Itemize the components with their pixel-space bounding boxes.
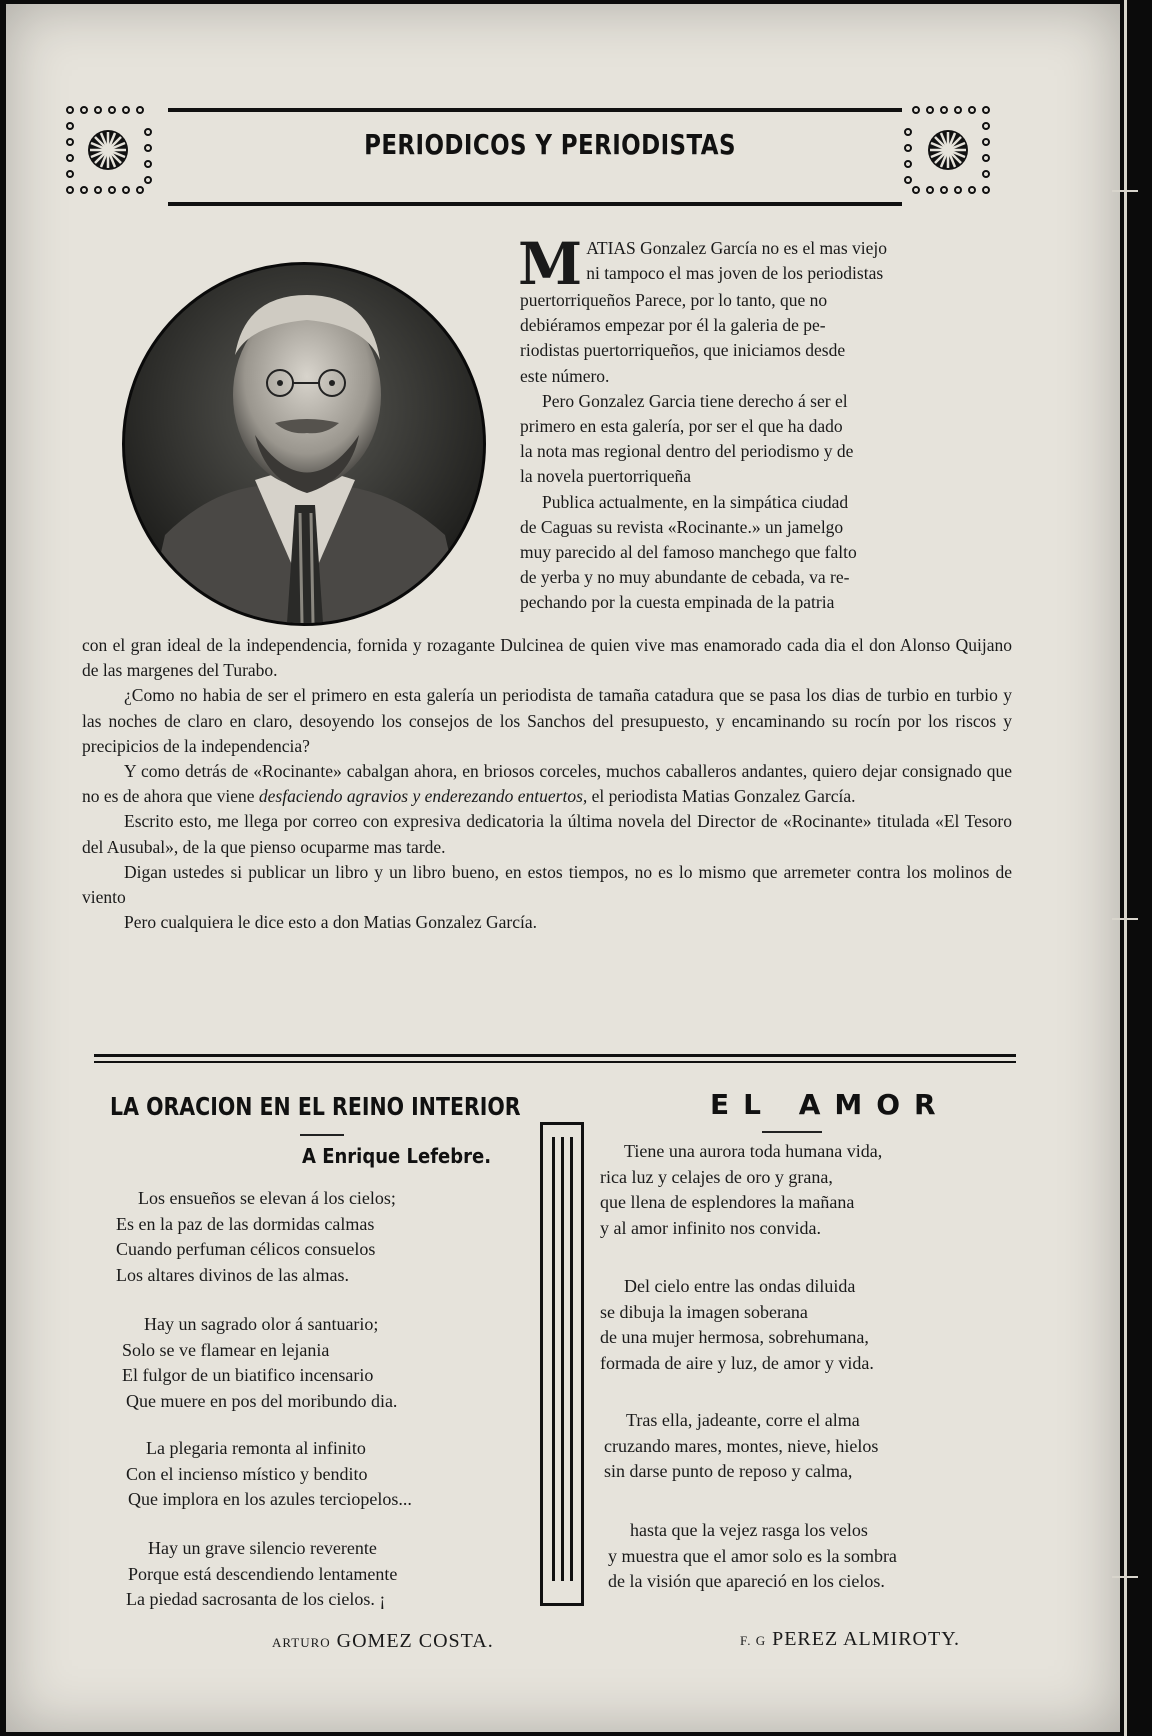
intro-line: riodistas puertorriqueños, que iniciamos desde	[520, 340, 846, 361]
portrait-photo	[122, 262, 486, 626]
spine-tick	[1112, 190, 1138, 192]
verse: Es en la paz de las dormidas calmas	[116, 1213, 375, 1234]
spine-tick	[1112, 1576, 1138, 1578]
page-spine	[1124, 0, 1127, 1736]
verse: que llena de esplendores la mañana	[600, 1192, 855, 1212]
stanza	[600, 1274, 874, 1376]
flower-ornament-icon	[894, 102, 994, 202]
intro-line: este número.	[520, 365, 610, 386]
title-dash	[300, 1134, 344, 1136]
italic-phrase: desfaciendo agravios y enderezando entuertos,	[258, 786, 588, 807]
intro-line: de Caguas su revista «Rocinante.» un jamelgo	[520, 516, 844, 537]
verse: Porque está descendiendo lentamente	[128, 1563, 398, 1584]
intro-line: muy parecido al del famoso manchego que falto	[520, 542, 857, 563]
verse: hasta que la vejez rasga los velos	[630, 1520, 868, 1540]
intro-line: pechando por la cuesta empinada de la patria	[520, 592, 835, 613]
verse: Tras ella, jadeante, corre el alma	[626, 1410, 860, 1430]
intro-line: Pero Gonzalez Garcia tiene derecho á ser el	[542, 390, 848, 411]
intro-line: debiéramos empezar por él la galeria de pe-	[520, 315, 826, 336]
verse: sin darse punto de reposo y calma,	[604, 1461, 853, 1481]
author-name: GOMEZ COSTA.	[336, 1630, 494, 1652]
verse: formada de aire y luz, de amor y vida.	[600, 1352, 874, 1373]
verse: de una mujer hermosa, sobrehumana,	[600, 1327, 869, 1347]
verse: cruzando mares, montes, nieve, hielos	[604, 1435, 879, 1456]
article-intro	[518, 230, 1008, 616]
intro-line: la novela puertorriqueña	[520, 466, 692, 487]
verse: Hay un grave silencio reverente	[148, 1538, 377, 1558]
article-body	[82, 633, 1012, 935]
stanza	[122, 1312, 398, 1414]
verse: La piedad sacrosanta de los cielos. ¡	[126, 1589, 386, 1609]
verse: El fulgor de un biatifico incensario	[122, 1365, 374, 1385]
intro-line: de yerba y no muy abundante de cebada, va re-	[520, 567, 850, 588]
intro-line: ATIAS Gonzalez García no es el mas viejo	[586, 238, 888, 258]
verse: La plegaria remonta al infinito	[146, 1438, 366, 1458]
stanza	[608, 1518, 897, 1595]
header-rule-top	[168, 108, 902, 112]
stanza	[126, 1436, 412, 1513]
intro-line: la nota mas regional dentro del periodismo y de	[520, 441, 854, 462]
verse: Que muere en pos del moribundo dia.	[126, 1390, 398, 1411]
column-line	[552, 1137, 555, 1581]
verse: de la visión que apareció en los cielos.	[608, 1571, 885, 1591]
verse: Que implora en los azules terciopelos...	[128, 1489, 412, 1509]
intro-line: ni tampoco el mas joven de los periodistas	[586, 263, 884, 284]
verse: Hay un sagrado olor á santuario;	[144, 1314, 379, 1334]
section-divider	[94, 1061, 1016, 1063]
stanza	[116, 1186, 396, 1288]
paragraph: con el gran ideal de la independencia, fornida y rozagante Dulcinea de quien vive mas enamorado cada dia el don Alonso Quijano de las margenes del Turabo.	[82, 635, 1012, 681]
verse: Los altares divinos de las almas.	[116, 1264, 349, 1285]
stanza	[126, 1536, 398, 1613]
header-rule-bottom	[168, 202, 902, 206]
spine-tick	[1112, 918, 1138, 920]
verse: y muestra que el amor solo es la sombra	[608, 1545, 897, 1566]
poem-dedication: A Enrique Lefebre.	[302, 1144, 492, 1168]
intro-line: puertorriqueños Parece, por lo tanto, que no	[520, 290, 828, 310]
section-title: PERIODICOS Y PERIODISTAS	[364, 128, 736, 161]
author-prefix: ARTURO	[272, 1635, 331, 1650]
paragraph: ¿Como no habia de ser el primero en esta galería un periodista de tamaña catadura que se pasa los dias de turbio en turbio y las noches de claro en claro, desoyendo los consejos de los Sanchos del presupuesto, y encaminando su rocín por los riscos y precipicios de la independencia?	[82, 685, 1012, 756]
verse: Con el incienso místico y bendito	[126, 1463, 368, 1484]
stanza	[604, 1408, 879, 1485]
intro-line: primero en esta galería, por ser el que ha dado	[520, 416, 843, 437]
author-name: PEREZ ALMIROTY.	[772, 1628, 961, 1650]
poem-title: LA ORACION EN EL REINO INTERIOR	[110, 1092, 521, 1121]
section-divider	[94, 1054, 1016, 1057]
author-signature	[272, 1630, 494, 1653]
text-run: el periodista Matias Gonzalez García.	[591, 786, 856, 807]
column-line	[570, 1137, 573, 1581]
intro-line: Publica actualmente, en la simpática ciudad	[542, 491, 849, 512]
author-prefix: F. G	[740, 1633, 767, 1648]
verse: Los ensueños se elevan á los cielos;	[138, 1188, 396, 1208]
flower-ornament-icon	[62, 102, 162, 202]
verse: y al amor infinito nos convida.	[600, 1217, 821, 1238]
drop-cap: M	[518, 230, 583, 298]
verse: Solo se ve flamear en lejania	[122, 1339, 330, 1360]
text-run: Y como detrás de «Rocinante» cabalgan ahora, en briosos corceles, muchos caballeros andantes, quiero dejar consignado que no es de ahora que viene	[82, 761, 1012, 807]
poem-title: EL AMOR	[710, 1088, 950, 1121]
verse: Cuando perfuman célicos consuelos	[116, 1239, 376, 1259]
verse: rica luz y celajes de oro y grana,	[600, 1166, 833, 1187]
man-portrait-icon	[125, 265, 483, 623]
verse: se dibuja la imagen soberana	[600, 1301, 808, 1322]
paragraph: Digan ustedes si publicar un libro y un libro bueno, en estos tiempos, no es lo mismo que arremeter contra los molinos de viento	[82, 861, 1012, 908]
column-line	[561, 1137, 564, 1581]
paragraph: Escrito esto, me llega por correo con expresiva dedicatoria la última novela del Director de «Rocinante» titulada «El Tesoro del Ausubal», de la que pienso ocuparme mas tarde.	[82, 811, 1012, 857]
author-signature	[740, 1628, 960, 1651]
stanza	[600, 1139, 883, 1241]
title-dash	[762, 1131, 822, 1133]
paragraph: Pero cualquiera le dice esto a don Matias Gonzalez García.	[124, 912, 538, 933]
paragraph	[82, 759, 1012, 809]
verse: Tiene una aurora toda humana vida,	[624, 1141, 883, 1161]
verse: Del cielo entre las ondas diluida	[624, 1276, 856, 1296]
decorative-column	[540, 1122, 584, 1606]
